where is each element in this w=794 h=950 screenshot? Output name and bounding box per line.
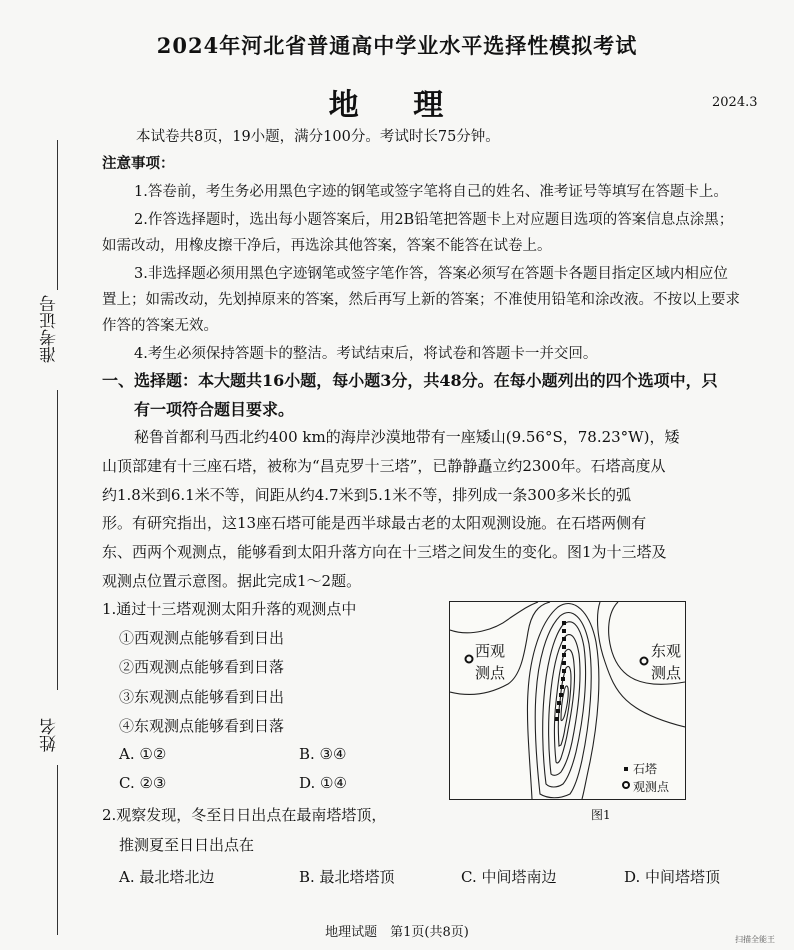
question-1-item: ④东观测点能够看到日落 (119, 717, 285, 735)
question-2-stem: 2.观察发现，冬至日日出点在最南塔塔顶， (102, 806, 387, 824)
west-point-label: 西观 (475, 642, 506, 660)
stone-tower (555, 717, 559, 721)
note-item: 2.作答选择题时，选出每小题答案后，用2B铅笔把答题卡上对应题目选项的答案信息点涂黑； (134, 212, 734, 228)
stone-tower (562, 669, 566, 673)
stone-tower (562, 653, 566, 657)
stone-tower (562, 645, 566, 649)
question-2-option-c: C. 中间塔南边 (461, 868, 557, 886)
passage-line: 约1.8米到6.1米不等，间距从约4.7米到5.1米不等，排列成一条300多米长的弧 (102, 486, 632, 504)
question-1-stem: 1.通过十三塔观测太阳升落的观测点中 (102, 600, 357, 618)
question-2-stem-cont: 推测夏至日日出点在 (119, 836, 255, 854)
exam-title: 2024年河北省普通高中学业水平选择性模拟考试 (156, 33, 638, 58)
exam-date: 2024.3 (712, 95, 758, 110)
contour-line (450, 602, 538, 633)
page-footer: 地理试题 第1页(共8页) (325, 925, 469, 940)
passage-line: 秘鲁首都利马西北约400 km的海岸沙漠地带有一座矮山(9.56°S，78.23°W)，矮 (134, 428, 680, 446)
section-heading: 一、选择题：本大题共16小题，每小题3分，共48分。在每小题列出的四个选项中，只 (102, 371, 718, 390)
stone-tower (557, 701, 561, 705)
stone-tower (559, 693, 563, 697)
note-item: 1.答卷前，考生务必用黑色字迹的钢笔或签字笔将自己的姓名、准考证号等填写在答题卡上。 (134, 184, 728, 200)
stone-tower (556, 709, 560, 713)
passage-line: 观测点位置示意图。据此完成1～2题。 (102, 572, 362, 590)
passage-line: 东、西两个观测点，能够看到太阳升落方向在十三塔之间发生的变化。图1为十三塔及 (102, 543, 667, 561)
exam-number-label: 准考证号 (40, 295, 60, 363)
notes-heading: 注意事项： (102, 155, 175, 172)
note-item: 如需改动，用橡皮擦干净后，再选涂其他答案，答案不能答在试卷上。 (102, 238, 552, 254)
west-point-label: 测点 (475, 664, 506, 682)
question-1-option-c: C. ②③ (119, 774, 167, 792)
stone-tower (562, 661, 566, 665)
question-1-option-a: A. ①② (119, 745, 167, 763)
figure-caption: 图1 (591, 808, 611, 822)
passage-line: 形。有研究指出，这13座石塔可能是西半球最古老的太阳观测设施。在石塔两侧有 (102, 514, 647, 532)
stone-tower (562, 637, 566, 641)
west-observation-point (466, 656, 473, 663)
question-1-option-d: D. ①④ (299, 774, 347, 792)
east-observation-point (641, 658, 648, 665)
exam-intro: 本试卷共8页，19小题，满分100分。考试时长75分钟。 (136, 129, 500, 145)
stone-tower (562, 629, 566, 633)
legend-tower-marker (624, 767, 628, 771)
note-item: 4.考生必须保持答题卡的整洁。考试结束后，将试卷和答题卡一并交回。 (134, 346, 598, 362)
passage-line: 山顶部建有十三座石塔，被称为“昌克罗十三塔”，已静静矗立约2300年。石塔高度从 (102, 457, 666, 475)
binding-line (57, 140, 58, 290)
legend-tower-label: 石塔 (633, 762, 658, 776)
note-item: 3.非选择题必须用黑色字迹钢笔或签字笔作答，答案必须写在答题卡各题目指定区域内相应位 (134, 266, 728, 282)
question-1-item: ③东观测点能够看到日出 (119, 688, 285, 706)
scanner-watermark: 扫描全能王 (735, 935, 775, 944)
section-heading-cont: 有一项符合题目要求。 (134, 400, 295, 419)
binding-line (57, 765, 58, 935)
note-item: 作答的答案无效。 (102, 318, 218, 334)
subject-title: 地 理 (328, 88, 466, 123)
east-point-label: 测点 (651, 664, 682, 682)
east-point-label: 东观 (651, 642, 682, 660)
stone-tower (561, 677, 565, 681)
question-2-option-d: D. 中间塔塔顶 (624, 868, 721, 886)
question-1-item: ②西观测点能够看到日落 (119, 658, 285, 676)
stone-tower (562, 621, 566, 625)
question-1-option-b: B. ③④ (299, 745, 347, 763)
name-label: 姓名 (40, 718, 60, 752)
question-2-option-a: A. 最北塔北边 (119, 868, 215, 886)
stone-tower (560, 685, 564, 689)
binding-line (57, 390, 58, 690)
legend-observation-marker (623, 782, 629, 788)
question-1-item: ①西观测点能够看到日出 (119, 629, 285, 647)
legend-observation-label: 观测点 (633, 780, 670, 794)
question-2-option-b: B. 最北塔塔顶 (299, 868, 395, 886)
note-item: 置上；如需改动，先划掉原来的答案，然后再写上新的答案；不准使用铅笔和涂改液。不按以上要求 (102, 292, 740, 308)
